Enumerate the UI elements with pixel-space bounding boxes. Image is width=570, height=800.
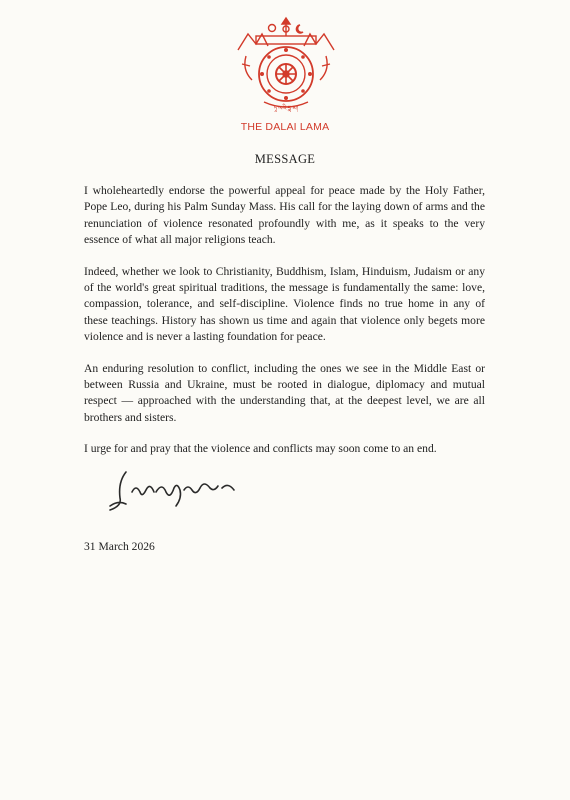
letterhead-name: THE DALAI LAMA (240, 121, 330, 133)
letter-body (84, 183, 485, 473)
handwritten-signature-icon (104, 462, 244, 518)
emblem-script: ཏཱ་ལའི་བླ་མ། (273, 105, 299, 112)
paragraph: Indeed, whether we look to Christianity, Buddhism, Islam, Hinduism, Judaism or any of the world's great spiritual traditions, the message is fundamentally the same: love, compassion, tolerance, and self-discipline. Violence finds no true home in any of these teachings. History has shown us time and again that violence only begets more violence and is never a lasting foundation for peace. (84, 264, 485, 344)
paragraph: An enduring resolution to conflict, including the ones we see in the Middle East or between Russia and Ukraine, must be rooted in dialogue, diplomacy and mutual respect — approached with the understanding that, at the deepest level, we are all brothers and sisters. (84, 361, 485, 424)
paragraph: I urge for and pray that the violence and conflicts may soon come to an end. (84, 442, 437, 456)
paragraph: I wholeheartedly endorse the powerful appeal for peace made by the Holy Father, Pope Leo, during his Palm Sunday Mass. His call for the laying down of arms and the renunciation of violence resonated profoundly with me, as it speaks to the very essence of what all major religions teach. (84, 184, 485, 247)
letter-date: 31 March 2026 (84, 540, 155, 553)
page-title: MESSAGE (254, 152, 316, 166)
dalai-lama-seal-emblem-icon (234, 16, 338, 112)
